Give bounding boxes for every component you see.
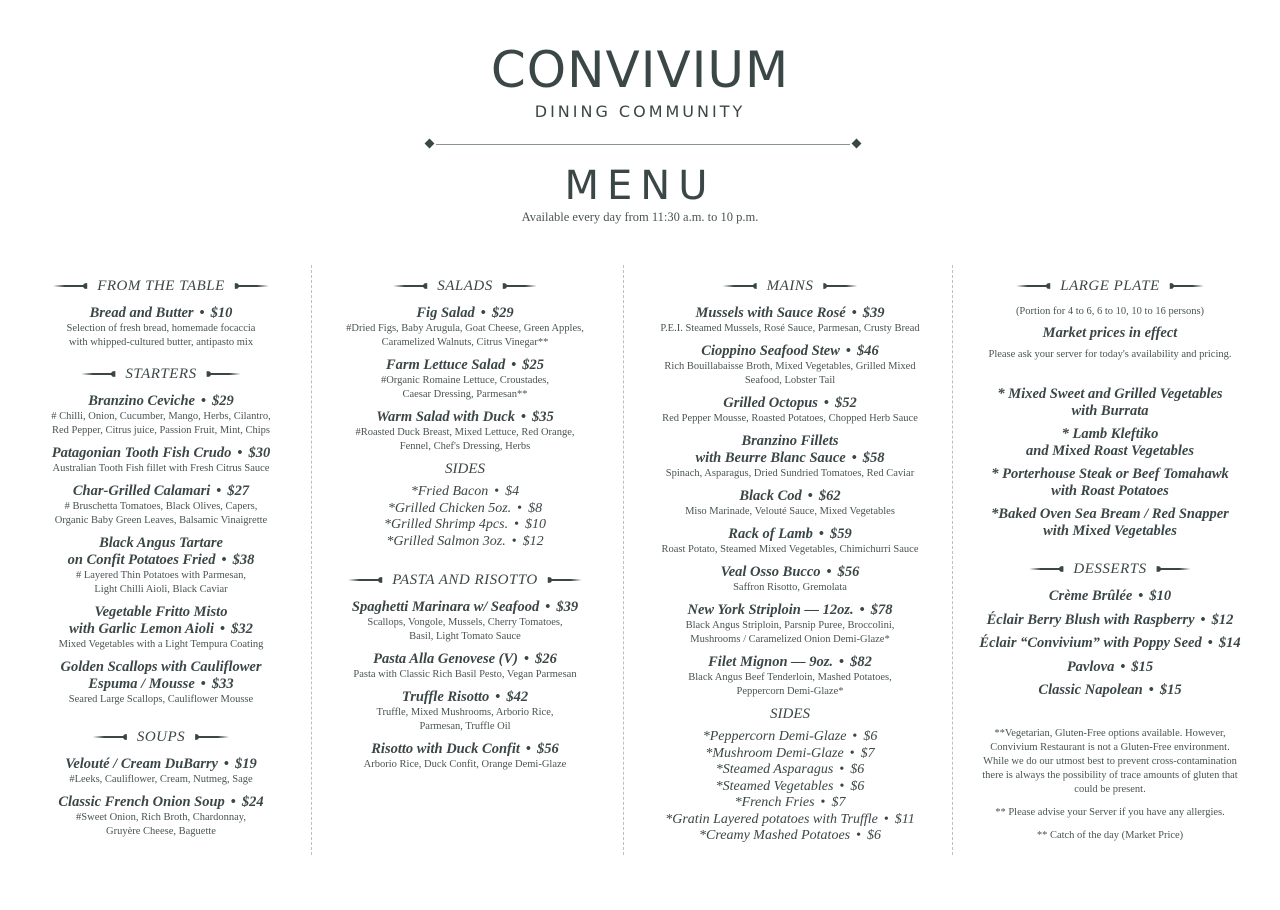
item-description: Miso Marinade, Velouté Sauce, Mixed Vegetables bbox=[685, 506, 895, 517]
item-name-text: Black Cod bbox=[739, 488, 802, 504]
menu-item bbox=[330, 689, 600, 734]
bullet-icon: • bbox=[494, 484, 500, 499]
item-name-text: New York Striploin — 12oz. bbox=[687, 602, 854, 618]
item-name-text: Truffle Risotto bbox=[401, 689, 490, 705]
bullet-icon: • bbox=[1148, 682, 1154, 698]
side-price: $7 bbox=[860, 745, 875, 761]
item-name-text: Velouté / Cream DuBarry bbox=[65, 756, 218, 772]
item-name-text: Char-Grilled Calamari bbox=[72, 483, 211, 499]
side-item bbox=[330, 517, 600, 534]
item-name-text: Branzino Fillets bbox=[741, 433, 839, 449]
item-price: $26 bbox=[535, 651, 557, 667]
bullet-icon: • bbox=[807, 488, 813, 504]
item-name bbox=[30, 676, 292, 693]
section-heading: PASTA AND RISOTTO bbox=[330, 568, 600, 592]
section-heading: DESSERTS bbox=[970, 557, 1250, 581]
side-price: $6 bbox=[867, 828, 882, 843]
item-name-text: Bread and Butter bbox=[89, 305, 194, 321]
item-description: # Bruschetta Tomatoes, Black Olives, Capers, bbox=[64, 501, 258, 512]
item-price: $56 bbox=[537, 741, 559, 757]
item-description: Seafood, Lobster Tail bbox=[744, 375, 836, 386]
item-description: #Leeks, Cauliflower, Cream, Nutmeg, Sage bbox=[69, 774, 253, 785]
side-item bbox=[640, 795, 940, 812]
bullet-icon: • bbox=[1207, 635, 1213, 651]
item-name bbox=[640, 395, 940, 412]
menu-item bbox=[330, 651, 600, 682]
item-name-text: Golden Scallops with Cauliflower bbox=[60, 659, 262, 675]
section-heading: STARTERS bbox=[30, 362, 292, 386]
item-description: #Roasted Duck Breast, Mixed Lettuce, Red Orange, bbox=[355, 427, 575, 438]
item-description: Red Pepper Mousse, Roasted Potatoes, Chopped Herb Sauce bbox=[662, 413, 918, 424]
bullet-icon: • bbox=[223, 756, 229, 772]
item-name-text: Espuma / Mousse bbox=[88, 676, 195, 692]
item-name-text: Branzino Ceviche bbox=[88, 393, 195, 409]
item-description: #Organic Romaine Lettuce, Croustades, bbox=[380, 375, 550, 386]
bullet-icon: • bbox=[839, 778, 845, 794]
side-item bbox=[330, 484, 600, 501]
bullet-icon: • bbox=[856, 828, 862, 843]
item-name bbox=[30, 535, 292, 552]
item-description: Selection of fresh bread, homemade focaccia bbox=[66, 323, 256, 334]
bullet-icon: • bbox=[845, 343, 851, 359]
item-price: $42 bbox=[506, 689, 529, 705]
menu-item bbox=[330, 409, 600, 454]
bullet-icon: • bbox=[517, 500, 523, 516]
side-item bbox=[640, 746, 940, 763]
item-description: Pasta with Classic Rich Basil Pesto, Vegan Parmesan bbox=[353, 669, 577, 680]
item-name bbox=[640, 450, 940, 467]
sides-heading: SIDES bbox=[445, 461, 485, 477]
side-name: *French Fries bbox=[734, 795, 815, 810]
side-price: $8 bbox=[528, 500, 543, 516]
item-name-text: Grilled Octopus bbox=[723, 395, 818, 411]
menu-item bbox=[640, 433, 940, 481]
item-name-text: Filet Mignon — 9oz. bbox=[708, 654, 834, 670]
bullet-icon: • bbox=[495, 689, 501, 705]
item-price: $56 bbox=[837, 564, 860, 580]
item-description: with whipped-cultured butter, antipasto mix bbox=[68, 337, 254, 348]
item-price: $39 bbox=[862, 305, 885, 321]
item-description: # Chilli, Onion, Cucumber, Mango, Herbs, Cilantro, bbox=[51, 411, 271, 422]
item-price: $39 bbox=[556, 599, 579, 615]
item-price: $24 bbox=[241, 794, 264, 810]
item-name bbox=[330, 599, 600, 616]
bullet-icon: • bbox=[852, 729, 858, 744]
item-description: Basil, Light Tomato Sauce bbox=[409, 631, 521, 642]
dessert-price: $14 bbox=[1218, 635, 1241, 651]
bullet-icon: • bbox=[823, 395, 829, 411]
item-name bbox=[30, 393, 292, 410]
menu-item bbox=[640, 305, 940, 336]
bullet-icon: • bbox=[237, 445, 243, 461]
side-price: $7 bbox=[831, 795, 846, 810]
item-description: Red Pepper, Citrus juice, Passion Fruit, Mint, Chips bbox=[51, 425, 271, 436]
large-plate-line: *Baked Oven Sea Bream / Red Snapper bbox=[991, 506, 1229, 522]
item-price: $62 bbox=[818, 488, 841, 504]
menu-item bbox=[30, 794, 292, 839]
item-name-text: Classic French Onion Soup bbox=[58, 794, 225, 810]
item-price: $32 bbox=[231, 621, 253, 637]
item-name bbox=[30, 604, 292, 621]
brand-logo: CONVIVIUM bbox=[490, 41, 790, 99]
dessert-name: Crème Brûlée bbox=[1048, 588, 1133, 604]
large-plate-line: * Porterhouse Steak or Beef Tomahawk bbox=[991, 466, 1229, 482]
item-name bbox=[30, 483, 292, 500]
dessert-name: Classic Napolean bbox=[1038, 682, 1143, 698]
dessert-name: Éclair “Convivium” with Poppy Seed bbox=[979, 635, 1202, 651]
item-description: # Layered Thin Potatoes with Parmesan, bbox=[75, 570, 247, 581]
gluten-note bbox=[970, 727, 1250, 797]
column-1 bbox=[30, 272, 292, 846]
dessert-price: $12 bbox=[1211, 611, 1234, 628]
item-price: $59 bbox=[829, 526, 852, 542]
side-price: $10 bbox=[524, 517, 546, 532]
availability-note: Please ask your server for today's availability and pricing. bbox=[988, 349, 1232, 360]
side-item bbox=[640, 762, 940, 779]
menu-item bbox=[330, 741, 600, 772]
menu-item bbox=[30, 393, 292, 438]
item-name-text: Fig Salad bbox=[416, 305, 475, 321]
item-name bbox=[30, 659, 292, 676]
side-name: *Steamed Asparagus bbox=[715, 762, 834, 777]
market-prices: Market prices in effect bbox=[1042, 325, 1178, 341]
bullet-icon: • bbox=[200, 676, 206, 692]
side-price: $4 bbox=[505, 484, 520, 499]
large-plate-line: * Lamb Kleftiko bbox=[1061, 426, 1159, 442]
section-heading: SOUPS bbox=[30, 725, 292, 749]
item-name bbox=[30, 445, 292, 462]
side-name: *Grilled Salmon 3oz. bbox=[386, 533, 506, 549]
gluten-note-line: could be present. bbox=[1074, 784, 1146, 795]
menu-item bbox=[640, 602, 940, 647]
large-plate-line: * Mixed Sweet and Grilled Vegetables bbox=[997, 386, 1223, 402]
bullet-icon: • bbox=[839, 762, 845, 777]
item-description: Black Angus Striploin, Parsnip Puree, Broccolini, bbox=[685, 620, 895, 631]
item-description: Spinach, Asparagus, Dried Sundried Tomatoes, Red Caviar bbox=[665, 468, 915, 479]
dessert-item bbox=[970, 612, 1250, 629]
side-name: *Peppercorn Demi-Glaze bbox=[702, 729, 847, 744]
column-divider bbox=[952, 265, 953, 855]
dessert-price: $15 bbox=[1159, 682, 1182, 698]
bullet-icon: • bbox=[1200, 611, 1206, 628]
bullet-icon: • bbox=[818, 526, 824, 542]
page-title: MENU bbox=[564, 163, 716, 209]
item-description: Gruyère Cheese, Baguette bbox=[106, 826, 216, 837]
side-price: $6 bbox=[850, 778, 865, 794]
item-price: $78 bbox=[870, 602, 893, 618]
allergy-note: ** Please advise your Server if you have any allergies. bbox=[995, 807, 1225, 818]
column-3 bbox=[640, 272, 940, 845]
bullet-icon: • bbox=[851, 305, 857, 321]
item-description: #Dried Figs, Baby Arugula, Goat Cheese, Green Apples, bbox=[346, 323, 584, 334]
menu-item bbox=[330, 357, 600, 402]
menu-header bbox=[0, 0, 1280, 240]
dessert-name: Pavlova bbox=[1066, 658, 1115, 675]
item-name bbox=[30, 756, 292, 773]
item-description: Saffron Risotto, Gremolata bbox=[733, 582, 847, 593]
item-price: $29 bbox=[491, 305, 514, 321]
dessert-item bbox=[970, 635, 1250, 652]
menu-item bbox=[30, 756, 292, 787]
item-description: Peppercorn Demi-Glaze* bbox=[736, 686, 844, 697]
dessert-item bbox=[970, 588, 1250, 605]
large-plate-line: with Mixed Vegetables bbox=[1043, 522, 1177, 539]
brand-subtitle: DINING COMMUNITY bbox=[534, 102, 746, 121]
menu-item bbox=[640, 564, 940, 595]
dessert-price: $10 bbox=[1149, 588, 1172, 604]
portion-note: (Portion for 4 to 6, 6 to 10, 10 to 16 persons) bbox=[1015, 306, 1205, 317]
column-divider bbox=[311, 265, 312, 855]
menu-item bbox=[640, 526, 940, 557]
item-name bbox=[330, 357, 600, 374]
item-description: Organic Baby Green Leaves, Balsamic Vinaigrette bbox=[54, 515, 268, 526]
item-name-text: Farm Lettuce Salad bbox=[385, 357, 506, 373]
bullet-icon: • bbox=[230, 794, 236, 810]
menu-item bbox=[640, 395, 940, 426]
item-price: $27 bbox=[227, 483, 250, 499]
item-price: $30 bbox=[248, 445, 271, 461]
item-description: Mixed Vegetables with a Light Tempura Coating bbox=[58, 639, 264, 650]
item-name-text: Black Angus Tartare bbox=[99, 535, 223, 551]
side-name: *Mushroom Demi-Glaze bbox=[705, 745, 844, 761]
item-name bbox=[640, 343, 940, 360]
side-item bbox=[330, 501, 600, 518]
side-price: $6 bbox=[863, 729, 878, 744]
bullet-icon: • bbox=[520, 409, 527, 425]
side-name: *Gratin Layered potatoes with Truffle bbox=[665, 811, 878, 827]
large-plate-line: with Burrata bbox=[1071, 402, 1149, 419]
bullet-icon: • bbox=[883, 811, 889, 827]
item-name bbox=[330, 689, 600, 706]
item-description: Parmesan, Truffle Oil bbox=[419, 721, 511, 732]
side-price: $12 bbox=[522, 533, 544, 549]
item-name-text: with Beurre Blanc Sauce bbox=[695, 450, 846, 466]
section-heading: MAINS bbox=[640, 274, 940, 298]
bullet-icon: • bbox=[839, 654, 845, 670]
item-name bbox=[30, 305, 292, 322]
bullet-icon: • bbox=[859, 602, 865, 618]
section-heading: LARGE PLATE bbox=[970, 274, 1250, 298]
menu-item bbox=[330, 305, 600, 350]
item-name bbox=[640, 602, 940, 619]
item-name bbox=[640, 654, 940, 671]
menu-item bbox=[30, 305, 292, 350]
bullet-icon: • bbox=[849, 745, 855, 761]
item-name bbox=[330, 409, 600, 426]
item-name bbox=[640, 564, 940, 581]
large-plate-line: and Mixed Roast Vegetables bbox=[1026, 442, 1194, 459]
item-description: Mushrooms / Caramelized Onion Demi-Glaze* bbox=[690, 634, 890, 645]
bullet-icon: • bbox=[545, 599, 551, 615]
bullet-icon: • bbox=[514, 517, 519, 532]
gluten-note-line: **Vegetarian, Gluten-Free options available. However, bbox=[994, 728, 1226, 739]
column-4 bbox=[970, 272, 1250, 843]
bullet-icon: • bbox=[820, 795, 826, 810]
item-name bbox=[640, 305, 940, 322]
menu-item bbox=[30, 604, 292, 652]
bullet-icon: • bbox=[1120, 658, 1126, 675]
menu-item bbox=[640, 343, 940, 388]
item-description: Arborio Rice, Duck Confit, Orange Demi-Glaze bbox=[363, 759, 567, 770]
catch-note: ** Catch of the day (Market Price) bbox=[1036, 830, 1184, 841]
section-heading: FROM THE TABLE bbox=[30, 274, 292, 298]
item-price: $19 bbox=[235, 756, 257, 772]
item-name-text: Mussels with Sauce Rosé bbox=[695, 305, 846, 321]
item-description: Rich Bouillabaisse Broth, Mixed Vegetables, Grilled Mixed bbox=[664, 361, 916, 372]
item-name-text: Patagonian Tooth Fish Crudo bbox=[51, 445, 232, 461]
bullet-icon: • bbox=[826, 564, 832, 580]
item-name-text: Veal Osso Bucco bbox=[720, 564, 821, 580]
item-price: $35 bbox=[532, 409, 554, 425]
sides-heading: SIDES bbox=[770, 706, 810, 722]
bullet-icon: • bbox=[525, 741, 531, 757]
menu-item bbox=[30, 483, 292, 528]
menu-item bbox=[640, 654, 940, 699]
side-item bbox=[640, 779, 940, 796]
item-description: Truffle, Mixed Mushrooms, Arborio Rice, bbox=[376, 707, 554, 718]
gluten-note-line: While we do our utmost best to prevent cross-contamination bbox=[983, 756, 1237, 767]
column-2 bbox=[330, 272, 600, 779]
dessert-price: $15 bbox=[1131, 658, 1154, 675]
bullet-icon: • bbox=[851, 450, 857, 466]
dessert-item bbox=[970, 682, 1250, 699]
item-name bbox=[30, 552, 292, 569]
item-price: $46 bbox=[856, 343, 879, 359]
item-description: Scallops, Vongole, Mussels, Cherry Tomatoes, bbox=[367, 617, 563, 628]
item-name-text: Rack of Lamb bbox=[728, 526, 813, 542]
item-description: P.E.I. Steamed Mussels, Rosé Sauce, Parmesan, Crusty Bread bbox=[660, 323, 920, 334]
item-description: #Sweet Onion, Rich Broth, Chardonnay, bbox=[76, 812, 246, 823]
side-name: *Grilled Chicken 5oz. bbox=[387, 500, 512, 516]
menu-item bbox=[30, 535, 292, 597]
menu-item bbox=[30, 445, 292, 476]
availability-text: Available every day from 11:30 a.m. to 10 p.m. bbox=[521, 210, 759, 224]
bullet-icon: • bbox=[511, 357, 517, 373]
side-name: *Creamy Mashed Potatoes bbox=[698, 828, 851, 843]
item-description: Roast Potato, Steamed Mixed Vegetables, Chimichurri Sauce bbox=[661, 544, 919, 555]
side-item bbox=[640, 828, 940, 845]
item-description: Fennel, Chef's Dressing, Herbs bbox=[399, 441, 531, 452]
item-name bbox=[640, 433, 940, 450]
dessert-name: Éclair Berry Blush with Raspberry bbox=[986, 611, 1195, 628]
bullet-icon: • bbox=[200, 393, 207, 409]
menu-item bbox=[330, 599, 600, 644]
section-heading: SALADS bbox=[330, 274, 600, 298]
header-divider bbox=[424, 137, 862, 151]
side-item bbox=[330, 534, 600, 551]
item-name-text: Cioppino Seafood Stew bbox=[701, 343, 840, 359]
diamond-icon bbox=[425, 139, 435, 149]
item-price: $25 bbox=[522, 357, 545, 373]
item-name-text: Warm Salad with Duck bbox=[376, 409, 515, 425]
item-name-text: on Confit Potatoes Fried bbox=[67, 552, 216, 568]
side-item bbox=[640, 729, 940, 746]
item-price: $52 bbox=[834, 395, 857, 411]
bullet-icon: • bbox=[524, 651, 530, 667]
item-name-text: with Garlic Lemon Aioli bbox=[69, 621, 215, 637]
side-name: *Fried Bacon bbox=[410, 484, 489, 499]
item-name-text: Risotto with Duck Confit bbox=[371, 741, 520, 757]
item-name bbox=[640, 526, 940, 543]
side-item bbox=[640, 812, 940, 829]
large-plate-line: with Roast Potatoes bbox=[1051, 482, 1169, 499]
bullet-icon: • bbox=[216, 483, 222, 499]
bullet-icon: • bbox=[511, 533, 517, 549]
item-name-text: Vegetable Fritto Misto bbox=[94, 604, 228, 620]
item-price: $10 bbox=[210, 305, 233, 321]
large-plate-item bbox=[970, 466, 1250, 499]
menu-item bbox=[30, 659, 292, 707]
column-divider bbox=[623, 265, 624, 855]
bullet-icon: • bbox=[1138, 588, 1144, 604]
item-price: $38 bbox=[232, 552, 255, 568]
item-name bbox=[330, 651, 600, 668]
large-plate-item bbox=[970, 426, 1250, 459]
item-name-text: Pasta Alla Genovese (V) bbox=[373, 651, 519, 667]
item-description: Caramelized Walnuts, Citrus Vinegar** bbox=[381, 337, 549, 348]
item-price: $58 bbox=[862, 450, 885, 466]
side-price: $11 bbox=[894, 811, 915, 827]
diamond-icon bbox=[852, 139, 862, 149]
item-name bbox=[30, 794, 292, 811]
large-plate-item bbox=[970, 386, 1250, 419]
bullet-icon: • bbox=[480, 305, 486, 321]
side-price: $6 bbox=[850, 762, 865, 777]
large-plate-item bbox=[970, 506, 1250, 539]
item-name bbox=[640, 488, 940, 505]
item-price: $82 bbox=[850, 654, 872, 670]
item-description: Black Angus Beef Tenderloin, Mashed Potatoes, bbox=[688, 672, 892, 683]
bullet-icon: • bbox=[199, 305, 205, 321]
side-name: *Steamed Vegetables bbox=[715, 778, 834, 794]
bullet-icon: • bbox=[220, 621, 226, 637]
item-price: $33 bbox=[211, 676, 234, 692]
item-description: Seared Large Scallops, Cauliflower Mousse bbox=[68, 694, 254, 705]
gluten-note-line: Convivium Restaurant is not a Gluten-Free environment. bbox=[990, 742, 1230, 753]
item-description: Australian Tooth Fish fillet with Fresh Citrus Sauce bbox=[52, 463, 270, 474]
item-name bbox=[330, 741, 600, 758]
gluten-note-line: there is always the possibility of trace amounts of gluten that bbox=[982, 770, 1238, 781]
item-name-text: Spaghetti Marinara w/ Seafood bbox=[351, 599, 540, 615]
item-name bbox=[330, 305, 600, 322]
item-description: Caesar Dressing, Parmesan** bbox=[402, 389, 528, 400]
item-name bbox=[30, 621, 292, 638]
bullet-icon: • bbox=[221, 552, 227, 568]
menu-item bbox=[640, 488, 940, 519]
side-name: *Grilled Shrimp 4pcs. bbox=[384, 517, 509, 532]
item-description: Light Chilli Aioli, Black Caviar bbox=[94, 584, 228, 595]
dessert-item bbox=[970, 659, 1250, 676]
item-price: $29 bbox=[212, 393, 234, 409]
